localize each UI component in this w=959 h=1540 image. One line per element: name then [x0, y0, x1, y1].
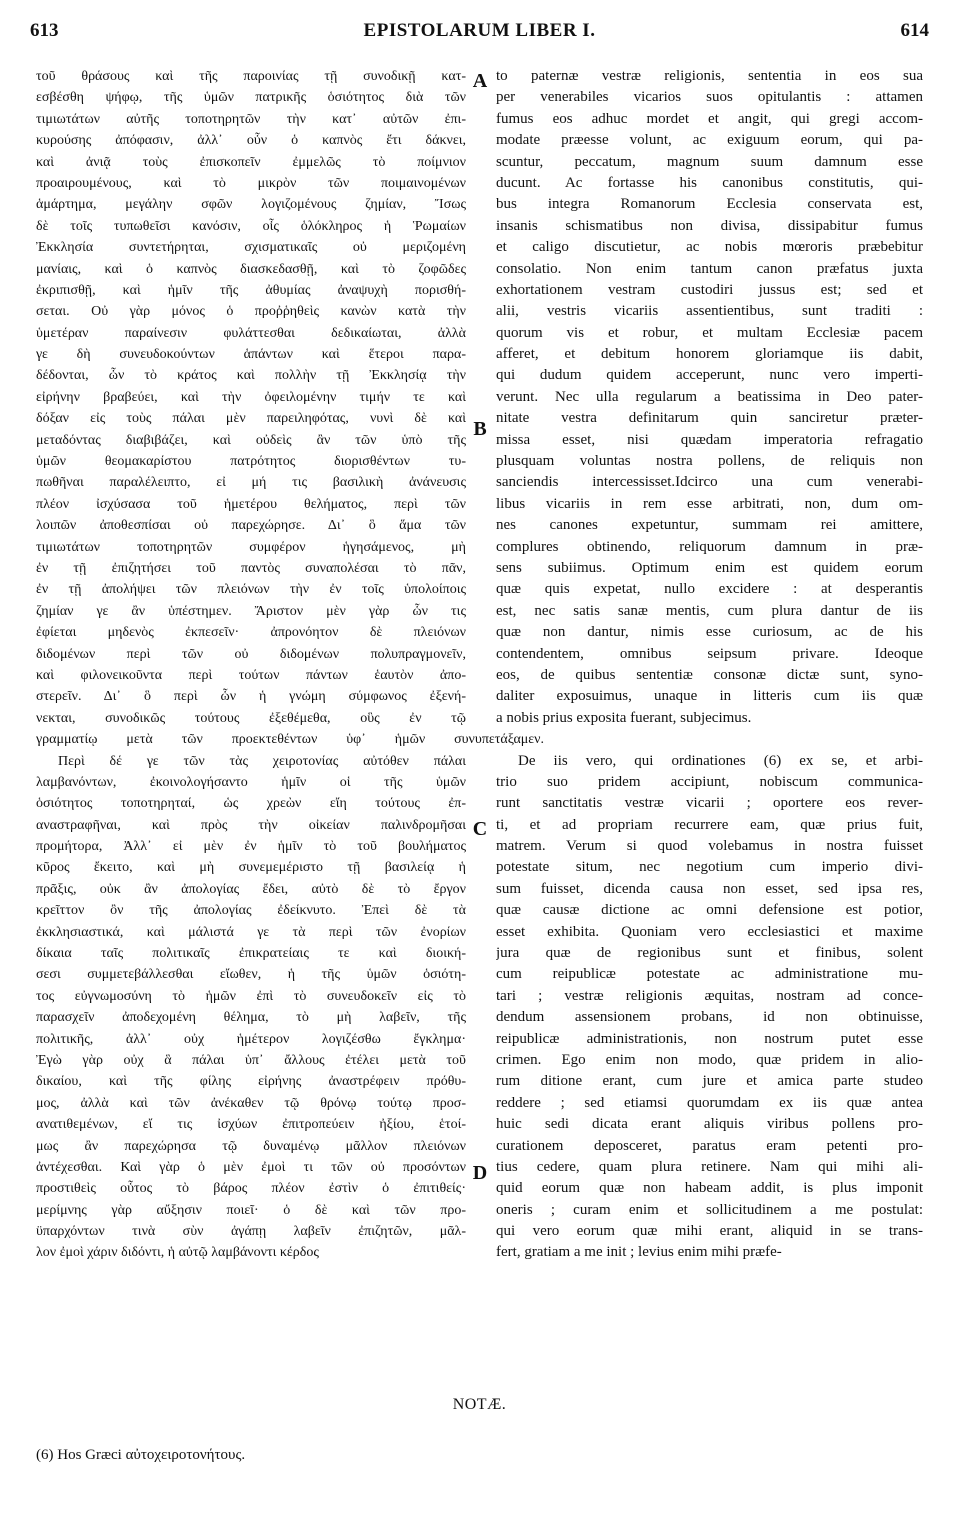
notes-heading: NOTÆ.: [452, 1396, 507, 1413]
text-line: esset exhibita. Quoniam vero ecclesiastici et maxime: [496, 923, 923, 940]
text-line: daliter exposuimus, unaque in litteris cum iis quæ: [496, 688, 923, 705]
text-line: insanis schismatibus non divisa, dissipabitur fumus: [496, 217, 923, 234]
text-line: πλέον ἰσχύσασα τοῦ ἡμετέρου θελήματος, περὶ τῶν: [36, 496, 466, 512]
text-line: quorum vis et robur, et multam Ecclesiæ pacem: [496, 324, 923, 341]
text-line: to paternæ vestræ religionis, sententia in eos sua: [496, 68, 923, 84]
page-number-left: 613: [30, 20, 59, 41]
text-line: λοιπῶν ἀποθεσπίσαι οὐ παρεχώρησε. Δι᾽ ὃ ἅμα τῶν: [36, 518, 466, 534]
text-line: eos, de quibus sententiæ consonæ dictæ sunt, syno-: [496, 666, 923, 683]
text-line: μεταδόντας διαβιβάζει, καὶ οὐδεὶς ἂν τῶν ὑπὸ τῆς: [36, 432, 466, 448]
text-line: προαιρουμένους, καὶ τὸ μικρὸν τῶν ποιμαινομένων: [36, 175, 466, 191]
text-line: et caligo discutietur, ac nobis mœroris præbebitur: [496, 239, 923, 256]
text-line: libus vicariis in rem esse arbitrati, non, dum om-: [496, 495, 923, 512]
text-line: sens subiimus. Optimum enim est quidem eorum: [496, 559, 923, 576]
text-line: κυρούσης ἀπόφασιν, ἀλλ᾽ οὖν ὁ καπνὸς ἔτι δάκνει,: [36, 133, 466, 149]
text-line: διδομένων περὶ τῶν οὐ διδομένων πολυπραγμονεῖν,: [36, 646, 466, 662]
text-line: ὑμῶν θεομακαρίστου πατρότητος διορισθέντων τυ-: [36, 454, 466, 470]
text-line: τος εὐγνωμοσύνη τὸ ἡμῶν ἐπὶ τὸ συνευδοκεῖν εἰς τὸ: [36, 988, 466, 1004]
text-line: παρασχεῖν ἀποδεχομένη θέλημα, τὸ μὴ λαβεῖν, τῆς: [36, 1010, 466, 1026]
text-line: consolatio. Non enim tantum canon præfatus juxta: [496, 260, 923, 277]
text-line: Περὶ δέ γε τῶν τὰς χειροτονίας αὐτόθεν πάλαι: [58, 753, 466, 769]
greek-column: [36, 66, 544, 1264]
text-line: ἀντέχεσθαι. Καὶ γὰρ ὁ μὲν ἐμοὶ τι τῶν οὐ προσόντων: [36, 1159, 466, 1175]
text-line: exhortationem vestram custodiri jussus est; sed et: [496, 281, 923, 298]
text-line: plusquam voluntas nostra pollens, de reliquis non: [496, 453, 923, 470]
text-line: jura quæ de regionibus sunt et finibus, solent: [496, 945, 923, 962]
text-line: trio suo pridem accipiunt, nobiscum communica-: [496, 773, 923, 790]
footnote: (6) Hos Græci αὐτοχειροτονήτους.: [36, 1447, 246, 1463]
text-line: δικαίου, καὶ τῆς φίλης εἰρήνης ἀναστρέφειν πρόθυ-: [36, 1074, 466, 1090]
text-line: δόξαν εἰς τοὺς πάλαι μὲν παρειληφότας, νυνὶ δὲ καὶ: [36, 411, 466, 427]
text-line: τοῦ θράσους καὶ τῆς παροινίας τῇ συνοδικῇ κατ-: [36, 69, 466, 84]
text-line: τιμιωτάτων τοποτηρητῶν συμφέρον ἡγησάμενος, μὴ: [36, 539, 466, 555]
text-line: complures obtinendo, reliquorum damnum in præ-: [496, 538, 923, 555]
text-line: αναστραφῆναι, καὶ πρὸς τὴν οἰκείαν παλινδρομῆσαι: [36, 817, 466, 833]
text-line: huic sedi dicata erant aliquis viribus pollens pro-: [496, 1116, 923, 1133]
text-line: quid eorum quæ non habeam addit, is plus imponit: [496, 1180, 923, 1197]
text-line: fert, gratiam a me init ; levius enim mihi præfe-: [496, 1244, 782, 1261]
page-header: [30, 12, 929, 46]
margin-marker-d: D: [472, 1162, 488, 1184]
text-line: tari ; vestræ religionis æquitas, nostram ad conce-: [496, 987, 923, 1004]
text-line: δέδονται, ὧν τὸ κράτος καὶ πολλὴν τῇ Ἐκκλησίᾳ τὴν: [36, 368, 466, 384]
text-line: est, nec satis sanæ mentis, cum plura dantur de iis: [496, 602, 923, 619]
text-line: afferet, et debitum honorem gloriamque iis dabit,: [496, 346, 923, 363]
text-line: λαμβανόντων, ἐκοινολογήσαντο ἡμῖν οἱ τῆς ὑμῶν: [36, 774, 466, 790]
text-line: μος, ἀλλὰ καὶ τῶν ἀνέκαθεν τῷ θρόνῳ τούτῳ προσ-: [36, 1095, 466, 1111]
text-line: ἐκριπισθῇ, καὶ ἡμῖν τῆς ἀθυμίας ἀναψυχὴ πορισθή-: [36, 282, 466, 298]
text-line: δὲ τοῖς τυπωθεῖσι κανόσιν, οἷς ὁλόκληρος ἡ Ῥωμαίων: [36, 218, 466, 234]
text-line: κῦρος ἔκειτο, καὶ μὴ συνεμεμέριστο τῇ βασιλείᾳ ἡ: [36, 860, 466, 876]
text-line: μανίαις, καὶ ὁ καπνὸς διασκεδασθῇ, καὶ τὸ ζοφῶδες: [36, 261, 466, 277]
text-line: πολιτικῆς, ἀλλ᾽ οὐχ ἡμέτερον λογιζέσθω ἔγκλημα·: [36, 1031, 466, 1047]
text-line: ti, et ad propriam recurrere eam, quæ prius fuit,: [496, 816, 923, 833]
text-line: curationem deposceret, paratus eram petenti pro-: [496, 1137, 923, 1154]
text-line: πωθῆναι παραλέλειπτο, εἰ μή τις βασιλικὴ ἀνάνευσις: [36, 475, 466, 491]
text-line: πρᾶξις, οὐκ ἂν ἀπολογίας ἔδει, αὐτὸ δὲ τὸ ἔργον: [36, 881, 466, 897]
text-line: scuntur, peccatum, magnum suum damnum esse: [496, 153, 923, 170]
text-line: potestate situm, nec negotium cum imperio divi-: [496, 859, 923, 876]
text-line: rum ditione erant, cum jure et amica parte studeo: [496, 1073, 923, 1090]
text-line: De iis vero, qui ordinationes (6) ex se, et arbi-: [518, 752, 923, 769]
text-line: ἐν τῇ ἀπολήψει τῶν πλειόνων τὴν ἐν τοῖς ὑπολοίποις: [36, 582, 466, 598]
margin-marker-b: B: [473, 418, 487, 440]
text-line: ζημίαν γε ἂν ὑπέστημεν. Ἄριστον μὲν γὰρ ὧν τις: [36, 603, 466, 619]
text-line: νεκται, συνοδικῶς τούτους ἐξεθέμεθα, οὓς ἐν τῷ: [36, 710, 466, 726]
text-line: Ἐκκλησία συντετήρηται, σχισματικαῖς οὐ μεριζομένη: [36, 240, 466, 256]
text-line: contendentem, omnibus seipsum privare. Ideoque: [496, 645, 923, 662]
text-line: per venerabiles vicarios suos opitulantis : attamen: [496, 89, 923, 106]
text-line: fumus eos adhuc mordet et angit, qui gregi accom-: [496, 110, 923, 127]
text-line: ἐκκλησιαστικά, καὶ μάλιστά γε τὰ περὶ τῶν ἐνορίων: [36, 924, 466, 940]
text-line: missa esset, nisi quædam imperatoria refragatio: [496, 431, 923, 448]
text-line: modate præesse volunt, ac exiguum eorum, qui pa-: [496, 132, 923, 149]
running-title: EPISTOLARUM LIBER I.: [363, 20, 596, 41]
text-line: bus integra Romanorum Ecclesia conservata est,: [496, 196, 923, 213]
text-line: ducunt. Ac fortasse his canonibus constitutis, qui-: [496, 174, 923, 191]
text-line: qui vero eorum quæ mihi erant, aliquid in se trans-: [496, 1223, 923, 1240]
text-line: ϋπαρχόντων τινὰ σὺν ἀγάπῃ λαβεῖν ἐπιζητῶν, μᾶλ-: [36, 1224, 466, 1240]
text-line: μερίμνης γὰρ αὔξησιν ποιεῖ· ὁ δὲ καὶ τῶν προ-: [36, 1202, 466, 1218]
text-line: καὶ φιλονεικοῦντα περὶ τούτων πάντων ἑαυτὸν ἀπο-: [36, 667, 466, 683]
text-line: σεσι συμμετεβάλλεσθαι εἴωθεν, ἡ τῆς ὑμῶν ὁσιότη-: [36, 967, 466, 983]
text-line: qui dudum quidem acceperunt, nunc vero imperti-: [496, 367, 923, 384]
text-line: tius cedere, quam plura retinere. Nam qui mihi ali-: [496, 1158, 923, 1175]
text-line: quæ quis expetat, nullo excidere : at desperantis: [496, 581, 923, 598]
text-line: στερεῖν. Δι᾽ ὃ περὶ ὧν ἡ γνώμη σύμφωνος ἐξενή-: [36, 689, 466, 705]
paragraph-gap: [496, 729, 923, 750]
text-line: καὶ ἀνιᾷ τοὺς ἐπισκοπεῖν ἐμμελῶς τὸ ποίμνιον: [36, 154, 466, 170]
text-line: ἐν τῇ ἐπιζητήσει τοῦ παντὸς συναπολέσαι τὸ πᾶν,: [36, 560, 466, 576]
text-line: δίκαια ταῖς πολιτικαῖς ἐπικρατείαις τε καὶ διοική-: [36, 946, 466, 962]
text-line: σεται. Οὐ γὰρ μόνος ὁ προῤῥηθεὶς κανὼν κατὰ τὴν: [36, 304, 466, 320]
text-line: quæ causæ dictione ac omni defensione est potior,: [496, 902, 923, 919]
text-line: runt sanctitatis vestræ vicarii ; oportere eos rever-: [496, 795, 923, 812]
text-line: ὑμετέραν παραίνεσιν φυλάττεσθαι δεδικαίωται, ἀλλὰ: [36, 325, 466, 341]
text-line: γε δὴ συνευδοκούντων ἁπάντων καὶ ἕτεροι παρα-: [36, 347, 466, 363]
text-line: sum fuisset, dicenda causa non esset, sed ipsa res,: [496, 880, 923, 897]
text-line: alii, vestris vicariis assentientibus, sunt traditi :: [496, 303, 923, 320]
text-line: κρεῖττον ὂν τῆς ἀπολογίας ἐδείκνυτο. Ἐπεὶ δὲ τὰ: [36, 903, 466, 919]
text-line: τιμιωτάτων αὐτῆς τοποτηρητῶν τὴν κατ᾽ αὐτῶν ἐπι-: [36, 111, 466, 127]
text-line: ἁμάρτημα, μεγάλην σφῶν λογιζομένους ζημίαν, Ἴσως: [36, 197, 466, 213]
text-line: προμήτορα, Ἀλλ᾽ εἰ μὲν ἐν ἡμῖν τὸ τοῦ βουλήματος: [36, 839, 466, 855]
latin-column: [496, 66, 923, 1264]
text-line: εσβέσθη ψήφῳ, τῆς ὑμῶν πατρικῆς ὁσιότητος διὰ τῶν: [36, 90, 466, 106]
text-line: ανατιθεμένων, εἴ τις ἰσχύων ἐπιτροπεύειν ἠξίου, ἑτοί-: [36, 1117, 466, 1133]
text-line: nitate vestra definitarum quin sanciretur præter-: [496, 410, 923, 427]
text-line: ἐφίεται μηδενὸς ἐκπεσεῖν· ἀπρονόητον δὲ πλειόνων: [36, 625, 466, 641]
margin-marker-c: C: [472, 818, 488, 840]
text-line: cum reipublicæ potestate ac administratione mu-: [496, 966, 923, 983]
text-line: Ἐγὼ γὰρ οὐχ ἃ πάλαι ὑπ᾽ ἄλλους ἐτέλει μετὰ τοῦ: [36, 1052, 466, 1068]
text-line: oneris ; curam enim et sollicitudinem a me postulat:: [496, 1201, 923, 1218]
text-line: crimen. Ego enim non modo, quæ pridem in alio-: [496, 1051, 923, 1068]
text-line: quæ non dantur, nimis esse curiosum, ac de his: [496, 624, 923, 641]
text-line: εἰρήνην βραβεύει, καὶ τὴν ὀφειλομένην τιμήν τε καὶ: [36, 389, 466, 405]
text-line: a nobis prius exposita fuerant, subjecimus.: [496, 709, 752, 726]
text-line: dendum assensionem probans, id non obtinuisse,: [496, 1009, 923, 1026]
text-line: reipublicæ administrationis, non nostrum putet esse: [496, 1030, 923, 1047]
text-line: reddere ; sed etiamsi quorumdam ex iis quæ antea: [496, 1094, 923, 1111]
text-line: μως ἂν παρεχώρησα τῷ δυναμένῳ μᾶλλον πλειόνων: [36, 1138, 466, 1154]
text-line: verunt. Nec ulla regularum a beatissima in Deo pater-: [496, 388, 923, 405]
text-line: ὁσιότητος τοποτηρηταί, ὡς χρεὼν εἴη τούτους ἐπ-: [36, 796, 466, 812]
text-line: προστιθεὶς οὗτος τὸ βάρος πλέον ἐστὶν ὁ ἐπιτιθείς·: [36, 1181, 466, 1197]
text-line: matrem. Verum si quod volebamus in nostra fuisset: [496, 838, 923, 855]
margin-marker-a: A: [472, 70, 488, 92]
text-line: sanciendis intercessisset.Idcirco una cum venerabi-: [496, 474, 923, 491]
text-line: γραμματίῳ μετὰ τῶν προεκτεθέντων ὑφ᾽ ἡμῶν συνυπετάξαμεν.: [36, 732, 544, 748]
text-line: nes canones expetuntur, summam rei amittere,: [496, 517, 923, 534]
page-number-right: 614: [900, 20, 929, 41]
text-line: λον ἐμοὶ χάριν διδόντι, ἡ αὐτῷ λαμβάνοντι κέρδος: [36, 1245, 319, 1261]
